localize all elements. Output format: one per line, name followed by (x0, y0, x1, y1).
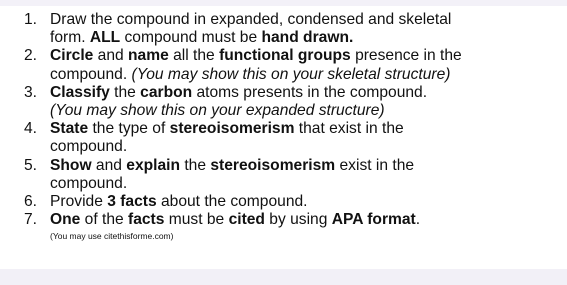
item-line: State the type of stereoisomerism that exist in the (50, 120, 404, 138)
item-number: 1. (24, 11, 38, 28)
top-border-strip (0, 0, 567, 6)
list-item-4 (24, 120, 564, 156)
item-line: Draw the compound in expanded, condensed and skeletal (50, 11, 452, 28)
item-number: 6. (24, 193, 38, 211)
list-item-7 (24, 211, 564, 242)
list-item-6 (24, 193, 564, 211)
item-line: (You may show this on your expanded structure) (50, 102, 385, 120)
bottom-border-strip (0, 269, 567, 285)
item-line: compound. (50, 174, 128, 192)
list-item-2 (24, 47, 564, 83)
item-line: Provide 3 facts about the compound. (50, 193, 308, 211)
list-item-1 (24, 11, 564, 47)
item-line: Classify the carbon atoms presents in the compound. (50, 83, 428, 101)
item-line: form. ALL compound must be hand drawn. (50, 29, 354, 47)
item-line: Show and explain the stereoisomerism exist in the (50, 156, 415, 174)
item-line: One of the facts must be cited by using APA format. (50, 211, 421, 229)
item-number: 2. (24, 47, 38, 65)
citation-note: (You may use citethisforme.com) (50, 231, 174, 242)
list-item-3 (24, 84, 564, 120)
instruction-list (24, 11, 564, 242)
item-number: 3. (24, 83, 38, 101)
list-item-5 (24, 157, 564, 193)
item-number: 5. (24, 156, 38, 174)
item-number: 7. (24, 211, 38, 229)
item-number: 4. (24, 120, 38, 138)
item-line: compound. (50, 138, 128, 156)
item-line: compound. (You may show this on your skeletal structure) (50, 65, 451, 83)
item-line: Circle and name all the functional groups presence in the (50, 47, 462, 65)
